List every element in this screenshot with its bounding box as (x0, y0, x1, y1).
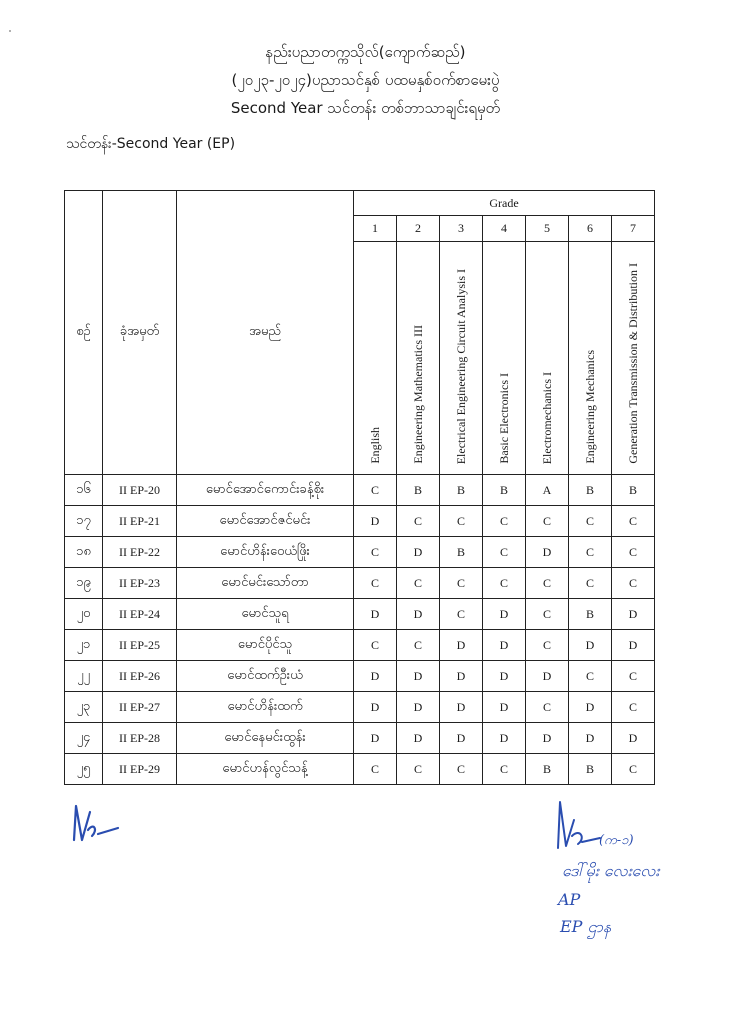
grade-cell: C (483, 754, 526, 785)
grade-cell: D (612, 630, 655, 661)
roll-no-cell: II EP-21 (103, 506, 177, 537)
grade-cell: D (440, 661, 483, 692)
grade-cell: C (483, 506, 526, 537)
roll-no-cell: II EP-23 (103, 568, 177, 599)
subject-number: 5 (526, 216, 569, 242)
grade-cell: C (569, 661, 612, 692)
grade-cell: D (569, 723, 612, 754)
grade-cell: C (483, 537, 526, 568)
grade-cell: C (612, 754, 655, 785)
subject-number: 6 (569, 216, 612, 242)
table-row (65, 599, 655, 630)
grade-cell: B (569, 475, 612, 506)
grade-cell: C (397, 568, 440, 599)
subject-name-cell (569, 242, 612, 475)
signatory-title: AP (558, 890, 581, 909)
student-name-cell: မောင်ပိုင်သူ (177, 630, 354, 661)
grade-cell: C (483, 568, 526, 599)
grade-cell: D (397, 661, 440, 692)
grade-cell: B (612, 475, 655, 506)
grade-cell: D (440, 692, 483, 723)
grade-cell: C (612, 537, 655, 568)
table-row (65, 754, 655, 785)
header-roll-no: ခုံအမှတ် (103, 191, 177, 475)
grade-cell: B (440, 475, 483, 506)
grade-cell: D (440, 630, 483, 661)
table-row (65, 506, 655, 537)
grade-cell: D (483, 661, 526, 692)
signatory-department: EP ဌာန (560, 917, 612, 936)
grade-cell: D (569, 630, 612, 661)
grade-cell: C (354, 537, 397, 568)
grade-cell: C (612, 568, 655, 599)
subject-name: Electrical Engineering Circuit Analysis I (453, 268, 468, 464)
grade-cell: D (354, 692, 397, 723)
student-name-cell: မောင်ထက်ဦးယံ (177, 661, 354, 692)
grade-cell: D (483, 723, 526, 754)
grade-cell: B (569, 599, 612, 630)
left-signature-mark (70, 800, 130, 848)
grade-cell: C (440, 599, 483, 630)
grade-cell: D (354, 599, 397, 630)
grade-cell: C (354, 475, 397, 506)
grade-cell: D (612, 599, 655, 630)
table-row (65, 630, 655, 661)
grade-cell: D (354, 661, 397, 692)
left-signature (70, 800, 130, 852)
student-name-cell: မောင်မင်းသော်တာ (177, 568, 354, 599)
serial-no-cell: ၁၇ (65, 506, 103, 537)
subject-name: English (367, 427, 382, 464)
roll-no-cell: II EP-29 (103, 754, 177, 785)
grade-cell: C (440, 568, 483, 599)
grade-cell: C (569, 537, 612, 568)
grade-cell: C (526, 599, 569, 630)
grade-cell: D (397, 537, 440, 568)
grade-cell: B (526, 754, 569, 785)
subject-number: 7 (612, 216, 655, 242)
grade-cell: C (526, 630, 569, 661)
right-signature-mark (552, 798, 604, 854)
table-row (65, 475, 655, 506)
roll-no-cell: II EP-20 (103, 475, 177, 506)
grade-cell: C (397, 506, 440, 537)
grade-cell: C (440, 754, 483, 785)
table-row (65, 568, 655, 599)
grade-cell: B (569, 754, 612, 785)
header-serial-no: စဥ် (65, 191, 103, 475)
subject-number: 1 (354, 216, 397, 242)
grade-cell: C (612, 506, 655, 537)
grade-cell: D (397, 599, 440, 630)
grade-cell: C (354, 630, 397, 661)
grade-cell: C (526, 568, 569, 599)
grade-cell: C (354, 568, 397, 599)
header-grade: Grade (354, 191, 655, 216)
subject-name: Engineering Mathematics III (410, 325, 425, 464)
grade-cell: C (612, 661, 655, 692)
serial-no-cell: ၂၀ (65, 599, 103, 630)
subject-name-cell (354, 242, 397, 475)
grade-cell: D (526, 723, 569, 754)
serial-no-cell: ၂၃ (65, 692, 103, 723)
class-label: သင်တန်း-Second Year (EP) (66, 136, 236, 152)
document-header (0, 38, 731, 122)
table-row (65, 661, 655, 692)
serial-no-cell: ၁၉ (65, 568, 103, 599)
grade-cell: C (397, 754, 440, 785)
grade-cell: C (612, 692, 655, 723)
subject-name-cell (397, 242, 440, 475)
grade-cell: D (354, 506, 397, 537)
grade-cell: D (440, 723, 483, 754)
subject-name: Electromechanics I (539, 371, 554, 464)
subject-name-cell (440, 242, 483, 475)
serial-no-cell: ၂၁ (65, 630, 103, 661)
roll-no-cell: II EP-26 (103, 661, 177, 692)
subject-name-cell (612, 242, 655, 475)
roll-no-cell: II EP-24 (103, 599, 177, 630)
grade-cell: C (526, 692, 569, 723)
table-row (65, 537, 655, 568)
student-name-cell: မောင်ဟိန်းဝေယံဖြိုး (177, 537, 354, 568)
subject-name-cell (526, 242, 569, 475)
grade-cell: D (526, 661, 569, 692)
serial-no-cell: ၂၄ (65, 723, 103, 754)
subject-name: Basic Electronics I (496, 373, 511, 464)
grade-cell: C (397, 630, 440, 661)
student-name-cell: မောင်သူရ (177, 599, 354, 630)
signature-date: (က-၁) (599, 833, 634, 848)
serial-no-cell: ၂၂ (65, 661, 103, 692)
grade-cell: C (526, 506, 569, 537)
grade-cell: D (483, 630, 526, 661)
subject-name: Engineering Mechanics (582, 350, 597, 464)
student-name-cell: မောင်ဟန်လွင်သန့် (177, 754, 354, 785)
grade-cell: D (612, 723, 655, 754)
right-signature-block (552, 798, 660, 936)
student-name-cell: မောင်ဟိန်းထက် (177, 692, 354, 723)
student-name-cell: မောင်အောင်ဇင်မင်း (177, 506, 354, 537)
university-title: နည်းပညာတက္ကသိုလ်(ကျောက်ဆည်) (265, 43, 466, 61)
subject-title: Second Year သင်တန်း တစ်ဘာသာချင်းရမှတ် (230, 99, 501, 117)
scan-speck (9, 30, 11, 32)
grade-cell: C (354, 754, 397, 785)
grades-table (64, 190, 655, 785)
grade-cell: C (440, 506, 483, 537)
roll-no-cell: II EP-25 (103, 630, 177, 661)
subject-number: 2 (397, 216, 440, 242)
grade-cell: B (440, 537, 483, 568)
roll-no-cell: II EP-27 (103, 692, 177, 723)
serial-no-cell: ၂၅ (65, 754, 103, 785)
table-row (65, 723, 655, 754)
grade-cell: D (397, 692, 440, 723)
signatory-name: ဒေါ်မိုး လေးလေး (562, 861, 660, 880)
grade-cell: D (526, 537, 569, 568)
subject-number: 4 (483, 216, 526, 242)
grade-cell: D (483, 599, 526, 630)
student-name-cell: မောင်အောင်ကောင်းခန့်စိုး (177, 475, 354, 506)
exam-title: (၂၀၂၃-၂၀၂၄)ပညာသင်နှစ် ပထမနှစ်ဝက်စာမေးပွဲ (231, 71, 500, 89)
roll-no-cell: II EP-28 (103, 723, 177, 754)
student-name-cell: မောင်နေမင်းထွန်း (177, 723, 354, 754)
serial-no-cell: ၁၈ (65, 537, 103, 568)
grade-cell: D (483, 692, 526, 723)
roll-no-cell: II EP-22 (103, 537, 177, 568)
grade-cell: C (569, 568, 612, 599)
grade-cell: A (526, 475, 569, 506)
grade-cell: C (569, 506, 612, 537)
grade-cell: B (483, 475, 526, 506)
subject-name: Generation Transmission & Distribution I (625, 263, 640, 464)
grade-cell: D (569, 692, 612, 723)
serial-no-cell: ၁၆ (65, 475, 103, 506)
subject-name-cell (483, 242, 526, 475)
header-name: အမည် (177, 191, 354, 475)
grade-cell: D (354, 723, 397, 754)
grade-cell: D (397, 723, 440, 754)
grade-cell: B (397, 475, 440, 506)
subject-number: 3 (440, 216, 483, 242)
table-row (65, 692, 655, 723)
